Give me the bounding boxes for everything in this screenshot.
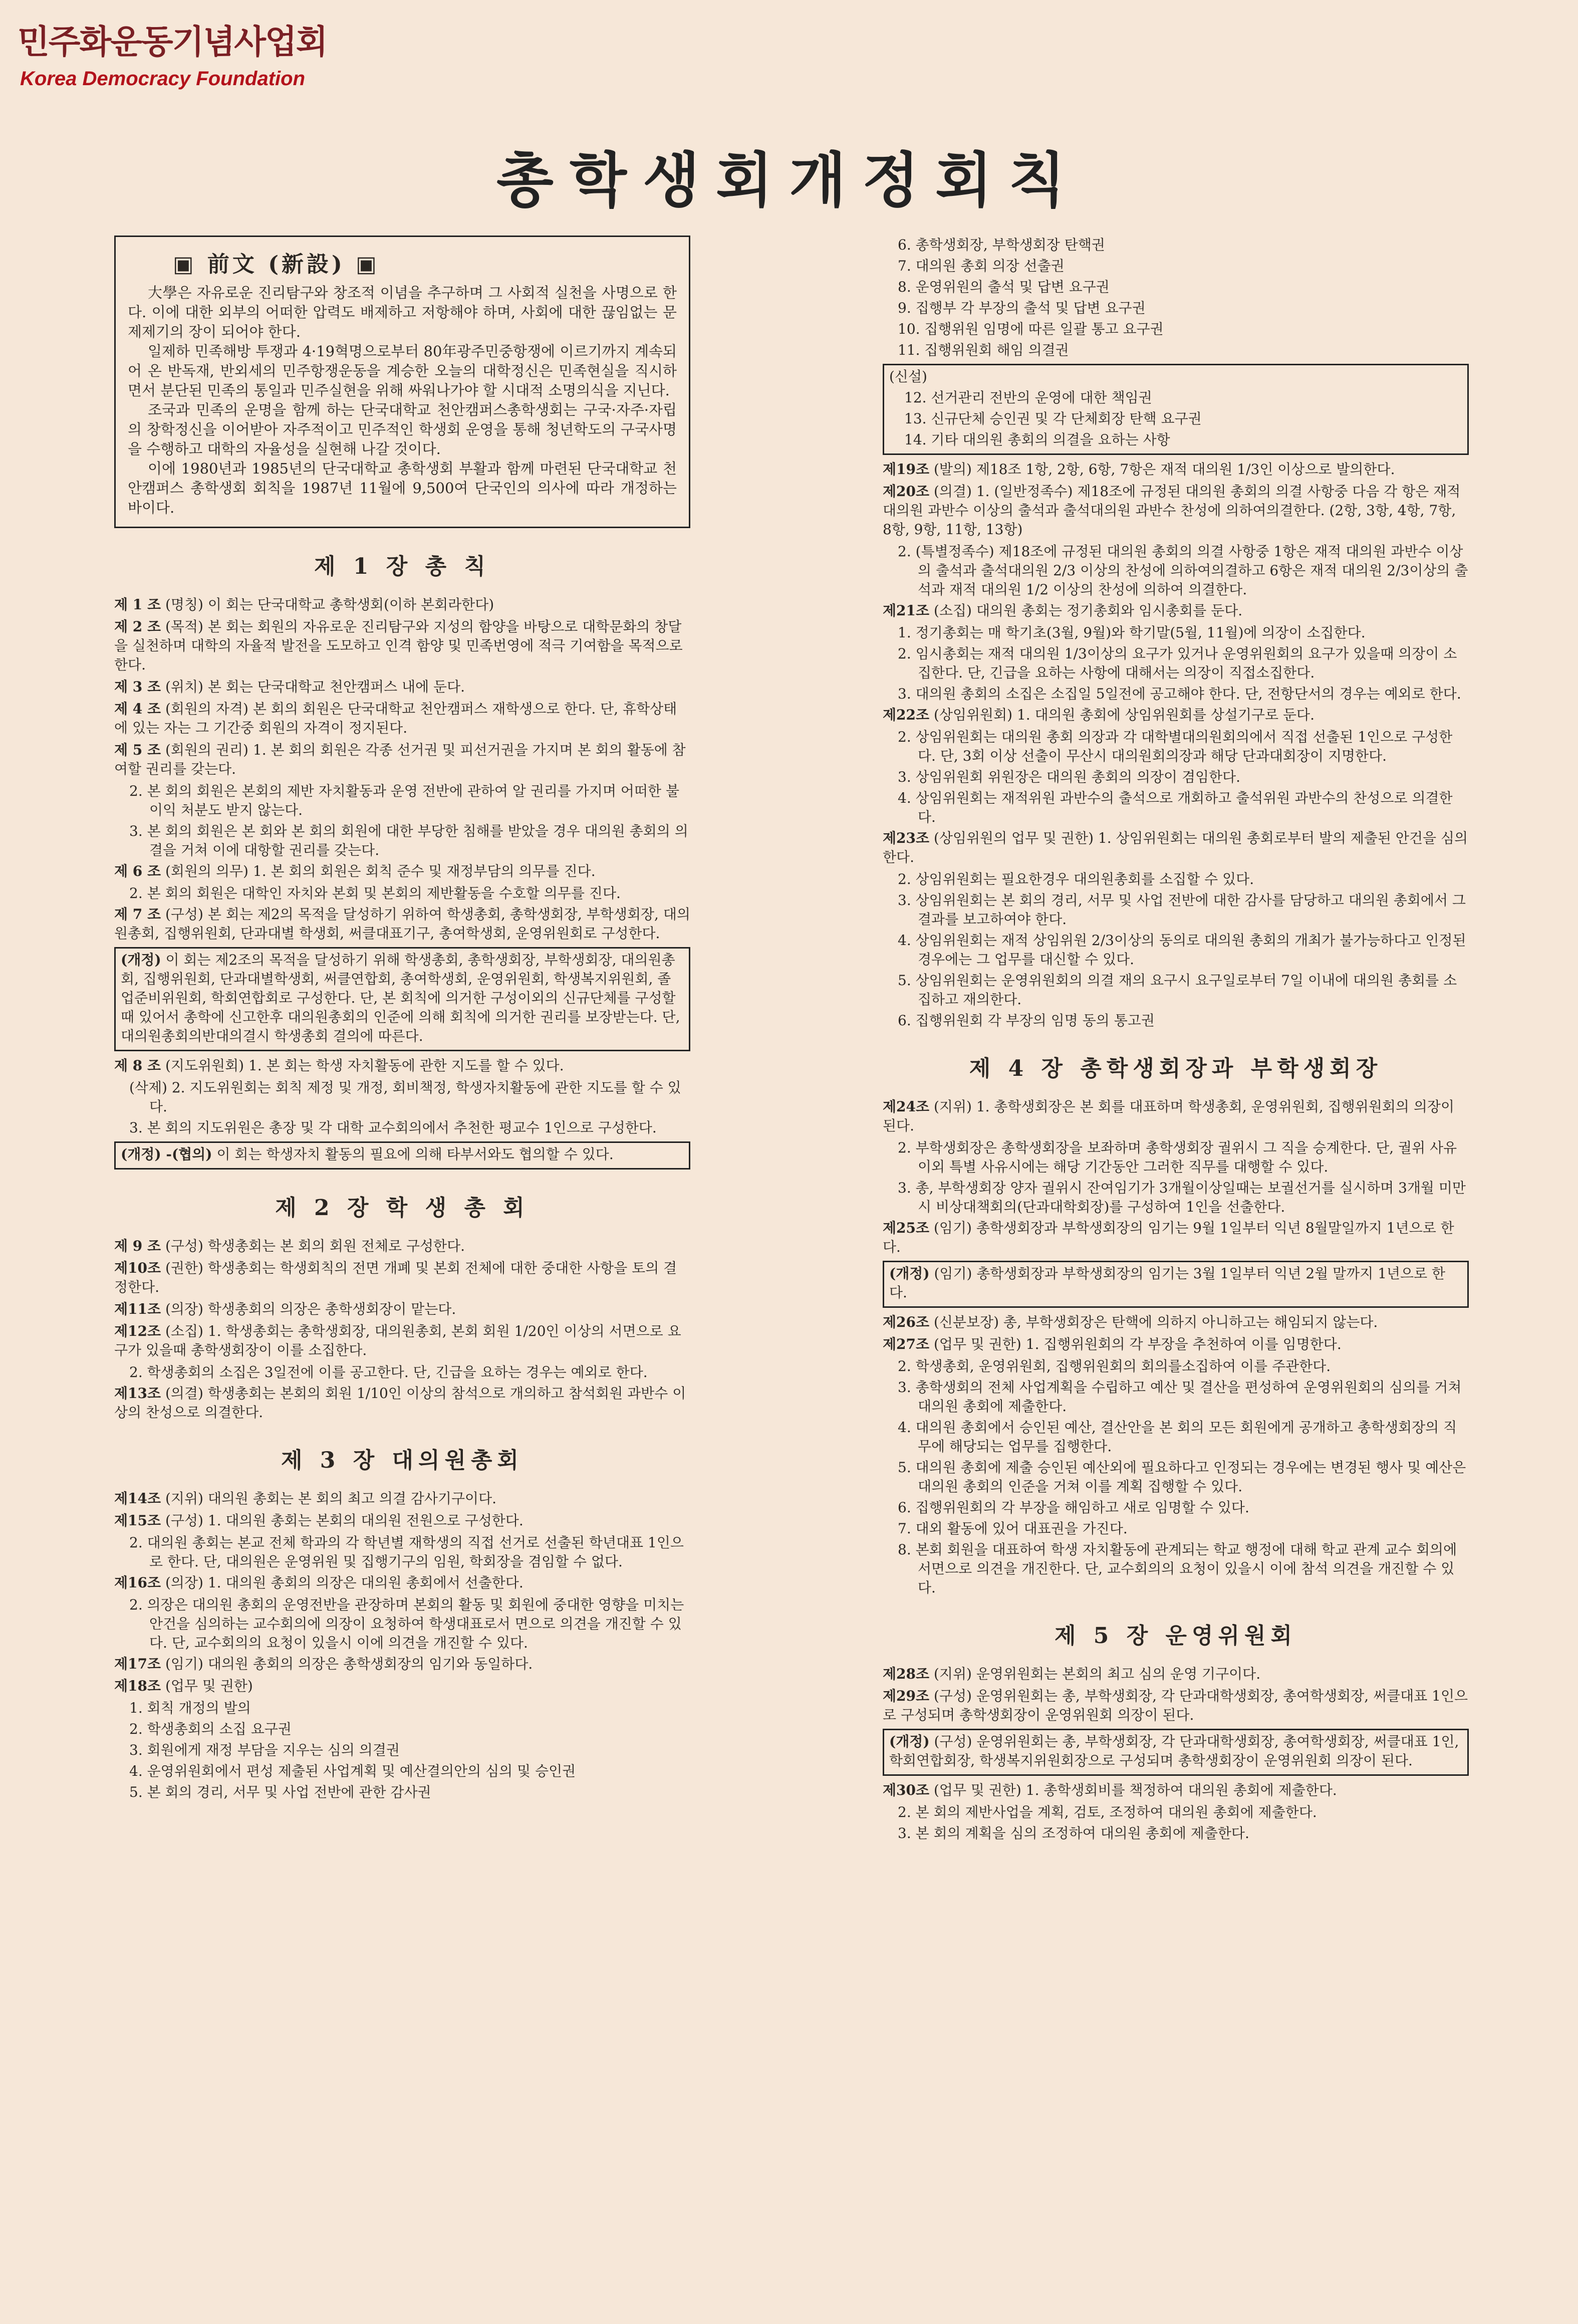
article-item: 5. 대의원 총회에 제출 승인된 예산외에 필요하다고 인정되는 경우에는 변경된 행사 및 예산은 대의원 총회의 인준을 거쳐 이를 계획 집행할 수 있다. [898,1459,1466,1495]
article-text: (지위) 대의원 총회는 본 회의 최고 의결 감사기구이다. [165,1490,497,1507]
amendment-tag: (개정) [889,1733,930,1750]
article-number: 제18조 [114,1678,161,1694]
amendment-tag: (개정) [121,952,161,968]
article-text: (임기) 총학생회장과 부학생회장의 임기는 9월 1일부터 익년 8월말일까지 1년으로 한다. [883,1220,1454,1255]
article [114,1300,690,1319]
article [883,601,1469,620]
article-number: 제12조 [114,1323,161,1339]
article [883,1335,1469,1354]
article [883,1665,1469,1684]
article-text: (지도위원회) 1. 본 회는 학생 자치활동에 관한 지도를 할 수 있다. [165,1057,564,1074]
article-number: 제30조 [883,1782,930,1798]
article [114,1322,690,1360]
article [114,1259,690,1297]
article-item: 2. 본 회의 회원은 본회의 제반 자치활동과 운영 전반에 관하여 알 권리를 가지며 어떠한 불이익 처분도 받지 않는다. [129,783,680,818]
article-number: 제 9 조 [114,1238,161,1254]
preamble-paragraph: 조국과 민족의 운명을 함께 하는 단국대학교 천안캠퍼스총학생회는 구국·자주·자립의 창학정신을 이어받아 자주적이고 민주적인 학생회 운영을 통해 청년학도의 구국사명을 수행하고 대학의 자율성을 실현해 나갈 것이다. [128,401,677,457]
article-text: (의장) 학생총회의 의장은 총학생회장이 맡는다. [165,1301,456,1317]
foundation-logo-english: Korea Democracy Foundation [20,68,306,90]
amendment-box [883,1261,1469,1308]
article-number: 제11조 [114,1301,161,1317]
chapter-heading: 제 3 장 대의원총회 [281,1448,524,1473]
amendment-text [121,951,684,1046]
article-text: (구성) 학생총회는 본 회의 회원 전체로 구성한다. [165,1238,465,1254]
amendment-box [883,364,1469,455]
article-text: (회원의 권리) 1. 본 회의 회원은 각종 선거권 및 피선거권을 가지며 본 회의 활동에 참여할 권리를 갖는다. [114,742,686,777]
article-item: 7. 대외 활동에 있어 대표권을 가진다. [898,1520,1128,1537]
article-item: 6. 집행위원회의 각 부장을 해임하고 새로 임명할 수 있다. [898,1499,1249,1516]
article [114,595,690,614]
article [883,706,1469,725]
amendment-text [121,1145,684,1164]
article-text: (지위) 1. 총학생회장은 본 회를 대표하며 학생총회, 운영위원회, 집행위원회의 의장이 된다. [883,1098,1455,1134]
article-item: (삭제) 2. 지도위원회는 회칙 제정 및 개정, 회비책정, 학생자치활동에 관한 지도를 할 수 있다. [129,1079,681,1115]
article-item: 6. 집행위원회 각 부장의 임명 동의 통고권 [898,1012,1155,1029]
article [114,1511,690,1530]
article-text: (구성) 1. 대의원 총회는 본회의 대의원 전원으로 구성한다. [165,1512,523,1529]
article-text: (위치) 본 회는 단국대학교 천안캠퍼스 내에 둔다. [165,678,465,695]
article-number: 제24조 [883,1098,930,1115]
article-item: 5. 본 회의 경리, 서무 및 사업 전반에 관한 감사권 [129,1784,431,1800]
article-item: 2. 학생총회, 운영위원회, 집행위원회의 회의를소집하여 이를 주관한다. [898,1358,1331,1374]
article-number: 제 1 조 [114,596,161,613]
amendment-box [883,1729,1469,1776]
article-text: (권한) 학생총회는 학생회칙의 전면 개폐 및 본회 전체에 대한 중대한 사항을 토의 결정한다. [114,1260,677,1295]
article-item: 2. 대의원 총회는 본교 전체 학과의 각 학년별 재학생의 직접 선거로 선출된 학년대표 1인으로 한다. 단, 대의원은 운영위원 및 집행기구의 임원, 학회장을 겸임할 수 없다. [129,1534,684,1570]
article-item: 1. 정기총회는 매 학기초(3월, 9월)와 학기말(5월, 11월)에 의장이 소집한다. [898,624,1366,641]
article-text: (발의) 제18조 1항, 2항, 6항, 7항은 재적 대의원 1/3인 이상으로 발의한다. [933,461,1395,478]
article-text: (업무 및 권한) [165,1678,253,1694]
article [883,460,1469,479]
preamble-paragraph: 大學은 자유로운 진리탐구와 창조적 이념을 추구하며 그 사회적 실천을 사명으로 한다. 이에 대한 외부의 어떠한 압력도 배제하고 저항해야 하며, 사회에 대한 끊임없는 문제제기의 장이 되어야 한다. [128,284,677,340]
article-item: 2. 학생총회의 소집 요구권 [129,1721,292,1737]
article-item: 3. 회원에게 재정 부담을 지우는 심의 의결권 [129,1742,400,1758]
article-item: 3. 총학생회의 전체 사업계획을 수립하고 예산 및 결산을 편성하여 운영위원회의 심의를 거쳐 대의원 총회에 제출한다. [898,1379,1462,1415]
article-number: 제21조 [883,602,930,619]
article [114,741,690,779]
foundation-logo-korean: 민주화운동기념사업회 [18,23,327,61]
amendment-box [114,1141,690,1170]
article-text: (신분보장) 총, 부학생회장은 탄핵에 의하지 아니하고는 해임되지 않는다. [933,1314,1378,1330]
article [883,1219,1469,1257]
article-item: 2. 상임위원회는 대의원 총회 의장과 각 대학별대의원회의에서 직접 선출된 1인으로 구성한다. 단, 3회 이상 선출이 무산시 대의원회의장과 해당 단과대회장이 지명한다. [898,729,1453,764]
article-number: 제 5 조 [114,742,161,758]
article-text: (상임위원회) 1. 대의원 총회에 상임위원회를 상설기구로 둔다. [933,707,1314,723]
article [883,1687,1469,1725]
article [114,1655,690,1674]
article [114,862,690,881]
article [883,1097,1469,1135]
article-item: 1. 회칙 개정의 발의 [129,1700,251,1716]
right-column [883,236,1469,1845]
preamble-paragraph: 일제하 민족해방 투쟁과 4·19혁명으로부터 80年광주민중항쟁에 이르기까지 계속되어 온 반독재, 반외세의 민주항쟁운동을 계승한 오늘의 대학정신은 민족현실을 직시하면서 분단된 민족의 통일과 민주실현을 위해 싸워나가야 할 시대적 소명의식을 지닌다. [128,343,677,399]
article-text: (지위) 운영위원회는 본회의 최고 심의 운영 기구이다. [933,1666,1261,1682]
article-number: 제14조 [114,1490,161,1507]
article [114,617,690,674]
article [114,1237,690,1256]
article-item: 3. 본 회의 지도위원은 총장 및 각 대학 교수회의에서 추천한 평교수 1인으로 구성한다. [129,1119,657,1136]
chapter-heading: 제 1 장 총 칙 [314,554,490,579]
article-number: 제 3 조 [114,678,161,695]
article [114,1677,690,1696]
article-text: (상임위원의 업무 및 권한) 1. 상임위원회는 대의원 총회로부터 발의 제출된 안건을 심의한다. [883,830,1468,865]
article-item: 2. 의장은 대의원 총회의 운영전반을 관장하며 본회의 활동 및 회원에 중대한 영향을 미치는 안건을 심의하는 교수회의에 의장이 요청하여 학생대표로서 면으로 의견을 개진할 수 있다. 단, 교수회의의 요청이 있을시 이에 의견을 개진할 수 있다. [129,1596,684,1651]
article-number: 제26조 [883,1314,930,1330]
amendment-text [889,1264,1462,1302]
article-text: (목적) 본 회는 회원의 자유로운 진리탐구와 지성의 함양을 바탕으로 대학문화의 창달을 실천하며 대학의 자율적 발전을 도모하고 인격 함양 및 민족번영에 적극 기여함을 목적으로 한다. [114,618,683,673]
article [114,677,690,696]
article-item: 6. 총학생회장, 부학생회장 탄핵권 [898,237,1105,253]
article-text: (회원의 의무) 1. 본 회의 회원은 회칙 준수 및 재정부담의 의무를 진다. [165,863,596,879]
article-text: (명칭) 이 회는 단국대학교 총학생회(이하 본회라한다) [165,596,494,613]
article-number: 제25조 [883,1220,930,1236]
article-number: 제 4 조 [114,701,161,717]
article-item: 2. 부학생회장은 총학생회장을 보좌하며 총학생회장 궐위시 그 직을 승계한다. 단, 궐위 사유이외 특별 사유시에는 해당 기간동안 그러한 직무를 대행할 수 있다. [898,1139,1457,1175]
article-item: 3. 총, 부학생회장 양자 궐위시 잔여임기가 3개월이상일때는 보궐선거를 실시하며 3개월 미만시 비상대책회의(단과대학회장)를 구성하여 1인을 선출한다. [898,1180,1466,1215]
article-item: 3. 상임위원회 위원장은 대의원 총회의 의장이 겸임한다. [898,769,1241,785]
article-number: 제 6 조 [114,863,161,879]
amendment-text [889,1732,1462,1770]
article-item: 2. 본 회의 제반사업을 계획, 검토, 조정하여 대의원 총회에 제출한다. [898,1804,1317,1820]
preamble-box [114,236,690,528]
article-number: 제10조 [114,1260,161,1276]
amendment-box [114,947,690,1051]
article-number: 제19조 [883,461,930,478]
article-item: 2. 상임위원회는 필요한경우 대의원총회를 소집할 수 있다. [898,871,1254,887]
article-text: (구성) 본 회는 제2의 목적을 달성하기 위하여 학생총회, 총학생회장, 부학생회장, 대의원총회, 집행위원회, 단과대별 학생회, 써클대표기구, 총여학생회, 운영위원회로 구성한다. [114,906,690,942]
article-text: (의결) 1. (일반정족수) 제18조에 규정된 대의원 총회의 의결 사항중 다음 각 항은 재적 대의원 과반수 이상의 출석과 출석대의원 과반수 찬성에 의하여의결한다. (2항, 3항, 4항, 7항, 8항, 9항, 11항, 13항) [883,483,1461,538]
article [883,1781,1469,1800]
article-item: 5. 상임위원회는 운영위원회의 의결 재의 요구시 요구일로부터 7일 이내에 대의원 총회를 소집하고 재의한다. [898,972,1457,1008]
amendment-tag: (개정) -(협의) [121,1146,212,1163]
article-item: 3. 본 회의 회원은 본 회와 본 회의 회원에 대한 부당한 침해를 받았을 경우 대의원 총회의 의결을 거쳐 이에 대항할 권리를 갖는다. [129,823,688,858]
article-number: 제28조 [883,1666,930,1682]
article-item: 3. 대의원 총회의 소집은 소집일 5일전에 공고해야 한다. 단, 전항단서의 경우는 예외로 한다. [898,685,1461,702]
article-item: 14. 기타 대의원 총회의 의결을 요하는 사항 [904,431,1170,448]
chapter-heading: 제 5 장 운영위원회 [1054,1623,1297,1649]
article-number: 제20조 [883,483,930,500]
article-item: 4. 대의원 총회에서 승인된 예산, 결산안을 본 회의 모든 회원에게 공개하고 총학생회장의 직무에 해당되는 업무를 집행한다. [898,1419,1457,1455]
amendment-tag: (신설) [889,368,927,385]
article [883,829,1469,867]
article-number: 제16조 [114,1574,161,1591]
article-text: (소집) 대의원 총회는 정기총회와 임시총회를 둔다. [933,602,1243,619]
article [114,905,690,943]
article-item: 4. 상임위원회는 재적위원 과반수의 출석으로 개회하고 출석위원 과반수의 찬성으로 의결한다. [898,790,1453,825]
article-number: 제22조 [883,707,930,723]
amendment-body: 이 회는 학생자치 활동의 필요에 의해 타부서와도 협의할 수 있다. [216,1146,614,1163]
article-number: 제 7 조 [114,906,161,922]
article-item: 10. 집행위원 임명에 따른 일괄 통고 요구권 [898,321,1164,337]
amendment-tag: (개정) [889,1265,930,1282]
document-title: 총학생회개정회칙 [496,146,1082,215]
article-number: 제17조 [114,1656,161,1672]
article-text: (의장) 1. 대의원 총회의 의장은 대의원 총회에서 선출한다. [165,1574,523,1591]
article-item: 7. 대의원 총회 의장 선출권 [898,258,1065,274]
article-item: 3. 본 회의 계획을 심의 조정하여 대의원 총회에 제출한다. [898,1825,1249,1841]
article-text: (구성) 운영위원회는 총, 부학생회장, 각 단과대학생회장, 총여학생회장, 써클대표 1인으로 구성되며 총학생회장이 운영위원회 의장이 된다. [883,1688,1468,1723]
article-text: (업무 및 권한) 1. 총학생회비를 책정하여 대의원 총회에 제출한다. [933,1782,1337,1798]
article-item: 9. 집행부 각 부장의 출석 및 답변 요구권 [898,300,1146,316]
amendment-body: 이 회는 제2조의 목적을 달성하기 위해 학생총회, 총학생회장, 부학생회장, 대의원총회, 집행위원회, 단과대별학생회, 써클연합회, 총여학생회, 운영위원회, 학생복지위원회, 졸업준비위원회, 학회연합회로 구성한다. 단, 본 회칙에 의거한 구성이외의 신규단체를 구성할 때 있어서 총학에 신고한후 대의원총회의 인준에 의해 회칙에 의거한 권리를 보장받는다. 단, 대의원총회의반대의결시 학생총회 결의에 따른다. [121,952,680,1044]
article-item: 2. (특별정족수) 제18조에 규정된 대의원 총회의 의결 사항중 1항은 재적 대의원 과반수 이상의 출석과 출석대의원 2/3 이상의 찬성에 의하여의결하고 6항은 재적 대의원 2/3이상의 출석과 재적 대의원 1/2 이상의 찬성에 의하여 의결한다. [898,543,1468,598]
article-number: 제29조 [883,1688,930,1704]
article-item: 13. 신규단체 승인권 및 각 단체회장 탄핵 요구권 [904,410,1202,427]
preamble-heading: ▣ 前文 (新設) ▣ [173,252,380,277]
article [114,1573,690,1592]
article-text: (의결) 학생총회는 본회의 회원 1/10인 이상의 참석으로 개의하고 참석회원 과반수 이상의 찬성으로 의결한다. [114,1385,686,1421]
left-column [114,236,690,1804]
article-item: 12. 선거관리 전반의 운영에 대한 책임권 [904,389,1152,406]
chapter-heading: 제 2 장 학 생 총 회 [275,1195,530,1221]
article-number: 제15조 [114,1512,161,1529]
article-item: 11. 집행위원회 해임 의결권 [898,342,1069,358]
amendment-body: (임기) 총학생회장과 부학생회장의 임기는 3월 1일부터 익년 2월 말까지 1년으로 한다. [889,1265,1446,1301]
article-number: 제 8 조 [114,1057,161,1074]
article-number: 제23조 [883,830,930,846]
article-item: 4. 운영위원회에서 편성 제출된 사업계획 및 예산결의안의 심의 및 승인권 [129,1763,576,1779]
article [114,1489,690,1508]
article [114,700,690,738]
article-item: 8. 본회 회원을 대표하여 학생 자치활동에 관계되는 학교 행정에 대해 학교 관계 교수 회의에 서면으로 의견을 개진한다. 단, 교수회의의 요청이 있을시 이에 참석 의견을 개진할 수 있다. [898,1541,1457,1596]
article [883,1313,1469,1332]
article [114,1056,690,1075]
amendment-body: (구성) 운영위원회는 총, 부학생회장, 각 단과대학생회장, 총여학생회장, 써클대표 1인, 학회연합회장, 학생복지위원회장으로 구성되며 총학생회장이 운영위원회 의장이 된다. [889,1733,1459,1769]
article-text: (업무 및 권한) 1. 집행위원회의 각 부장을 추천하여 이를 임명한다. [933,1336,1342,1352]
article-item: 2. 본 회의 회원은 대학인 자치와 본회 및 본회의 제반활동을 수호할 의무를 진다. [129,885,621,901]
article-text: (회원의 자격) 본 회의 회원은 단국대학교 천안캠퍼스 재학생으로 한다. 단, 휴학상태에 있는 자는 그 기간중 회원의 자격이 정지된다. [114,701,677,736]
article [883,482,1469,539]
article [114,1384,690,1422]
article-item: 8. 운영위원의 출석 및 답변 요구권 [898,279,1110,295]
article-text: (소집) 1. 학생총회는 총학생회장, 대의원총회, 본회 회원 1/20인 이상의 서면으로 요구가 있을때 총학생회장이 이를 소집한다. [114,1323,681,1358]
article-item: 2. 학생총회의 소집은 3일전에 이를 공고한다. 단, 긴급을 요하는 경우는 예외로 한다. [129,1364,648,1380]
article-item: 3. 상임위원회는 본 회의 경리, 서무 및 사업 전반에 대한 감사를 담당하고 대의원 총회에서 그 결과를 보고하여야 한다. [898,892,1466,927]
article-item: 4. 상임위원회는 재적 상임위원 2/3이상의 동의로 대의원 총회의 개최가 불가능하다고 인정된 경우에는 그 업무를 대신할 수 있다. [898,932,1466,968]
article-number: 제 2 조 [114,618,161,635]
article-number: 제13조 [114,1385,161,1402]
article-item: 2. 임시총회는 재적 대의원 1/3이상의 요구가 있거나 운영위원회의 요구가 있을때 의장이 소집한다. 단, 긴급을 요하는 사항에 대해서는 의장이 직접소집한다. [898,645,1457,681]
article-text: (임기) 대의원 총회의 의장은 총학생회장의 임기와 동일하다. [165,1656,533,1672]
preamble-paragraph: 이에 1980년과 1985년의 단국대학교 총학생회 부활과 함께 마련된 단국대학교 천안캠퍼스 총학생회 회칙을 1987년 11월에 9,500여 단국인의 의사에 따라 개정하는 바이다. [128,460,677,516]
article-number: 제27조 [883,1336,930,1352]
chapter-heading: 제 4 장 총학생회장과 부학생회장 [969,1056,1383,1081]
